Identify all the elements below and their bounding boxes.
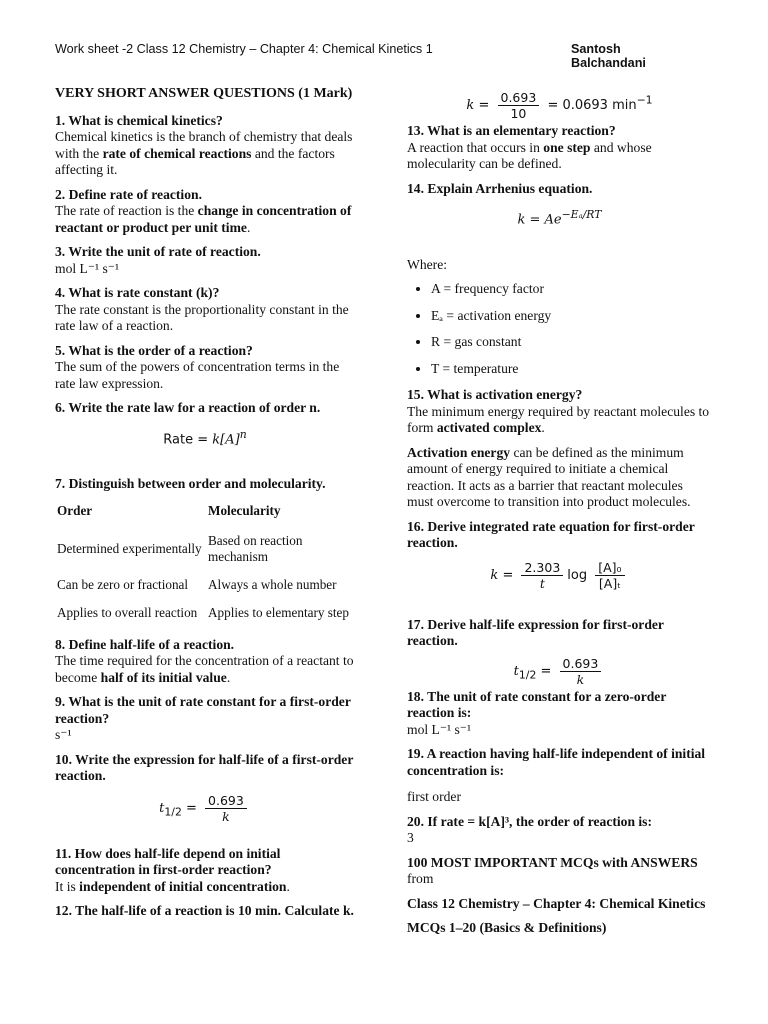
table-row xyxy=(55,577,355,605)
table-cell: Based on reaction mechanism xyxy=(208,532,303,564)
list-item: • A = frequency factor xyxy=(431,281,712,298)
question-13: 13. What is an elementary reaction? xyxy=(407,123,616,138)
question-17: 17. Derive half-life expression for first-order reaction. xyxy=(407,616,664,649)
question-5: 5. What is the order of a reaction? xyxy=(55,342,253,358)
answer-8: The time required for the concentration of a reactant to become half of its initial value. xyxy=(55,653,354,685)
question-18: 18. The unit of rate constant for a zero-order reaction is: xyxy=(407,688,667,721)
left-column xyxy=(55,86,355,920)
table-cell: Applies to elementary step xyxy=(208,604,349,620)
header-author: Santosh Balchandani xyxy=(571,42,646,70)
table-header: Order xyxy=(57,502,93,518)
question-6: 6. Write the rate law for a reaction of order n. xyxy=(55,400,321,415)
question-14: 14. Explain Arrhenius equation. xyxy=(407,180,593,196)
rate-constant-calc-formula: k = $\frac{0.693}{10}$ = 0.0693 $\min^{-1}$ xyxy=(466,90,653,121)
answer-4: The rate constant is the proportionality constant in the rate law of a reaction. xyxy=(55,301,349,333)
question-7: 7. Distinguish between order and molecularity. xyxy=(55,476,326,492)
question-16: 16. Derive integrated rate equation for first-order reaction. xyxy=(407,518,695,551)
answer-9: s⁻¹ xyxy=(55,727,72,743)
mcq-chapter: Class 12 Chemistry – Chapter 4: Chemical Kinetics xyxy=(407,895,706,911)
question-12: 12. The half-life of a reaction is 10 min. Calculate k. xyxy=(55,903,354,919)
table-cell: Applies to overall reaction xyxy=(57,604,198,620)
question-11: 11. How does half-life depend on initial concentration in first-order reaction? xyxy=(55,845,281,878)
table-cell: Can be zero or fractional xyxy=(57,576,189,592)
table-cell: Always a whole number xyxy=(208,576,337,592)
answer-20: 3 xyxy=(407,830,414,846)
answer-19: first order xyxy=(407,789,461,805)
right-column xyxy=(407,90,712,937)
mcq-heading: 100 MOST IMPORTANT MCQs with ANSWERS xyxy=(407,854,698,870)
list-item: • T = temperature xyxy=(431,361,712,378)
mcq-from: from xyxy=(407,871,434,887)
mcq-range: MCQs 1–20 (Basics & Definitions) xyxy=(407,920,607,936)
answer-3: mol L⁻¹ s⁻¹ xyxy=(55,260,120,276)
question-4: 4. What is rate constant (k)? xyxy=(55,285,220,300)
question-10: 10. Write the expression for half-life of a first-order reaction. xyxy=(55,751,354,784)
order-molecularity-table xyxy=(55,503,355,633)
list-item: • Eₐ = activation energy xyxy=(431,308,712,325)
question-19: 19. A reaction having half-life independent of initial concentration is: xyxy=(407,746,706,778)
answer-5: The sum of the powers of concentration terms in the rate law expression. xyxy=(55,359,340,391)
answer-2: The rate of reaction is the change in concentration of reactant or product per unit time. xyxy=(55,203,352,235)
question-15: 15. What is activation energy? xyxy=(407,387,583,403)
where-label: Where: xyxy=(407,256,447,272)
question-2: 2. Define rate of reaction. xyxy=(55,186,202,202)
arrhenius-formula: $k = Ae^{-E_a/RT}$ xyxy=(517,208,602,228)
table-header: Molecularity xyxy=(208,502,281,518)
table-row xyxy=(55,605,355,633)
question-3: 3. Write the unit of rate of reaction. xyxy=(55,244,261,259)
question-1: 1. What is chemical kinetics? xyxy=(55,112,223,128)
table-header-row xyxy=(55,503,355,533)
table-row xyxy=(55,533,355,577)
rate-law-formula: Rate = $k[A]^n$ xyxy=(163,427,247,447)
table-cell: Determined experimentally xyxy=(57,540,202,556)
answer-11: It is independent of initial concentration. xyxy=(55,878,290,894)
answer-13: A reaction that occurs in one step and whose molecularity can be defined. xyxy=(407,139,652,171)
page-header xyxy=(55,42,695,70)
list-item: • R = gas constant xyxy=(431,334,712,351)
answer-15-detail: Activation energy can be defined as the minimum amount of energy required to initiate a chemical reaction. It acts as a barrier that reactant molecules must overcome to transition into product molecules. xyxy=(407,444,691,510)
arrhenius-terms-list xyxy=(407,281,712,377)
half-life-formula: $t_{1/2}$ = $\frac{0.693}{k}$ xyxy=(55,793,355,824)
question-9: 9. What is the unit of rate constant for a first-order reaction? xyxy=(55,694,351,726)
answer-15: The minimum energy required by reactant molecules to form activated complex. xyxy=(407,403,710,436)
half-life-derivation-formula: $t_{1/2}$ = $\frac{0.693}{k}$ xyxy=(407,656,712,687)
section-title: VERY SHORT ANSWER QUESTIONS (1 Mark) xyxy=(55,86,353,101)
question-20: 20. If rate = k[A]³, the order of reaction is: xyxy=(407,813,652,829)
answer-18: mol L⁻¹ s⁻¹ xyxy=(407,721,472,737)
header-title: Work sheet -2 Class 12 Chemistry – Chapter 4: Chemical Kinetics 1 xyxy=(55,42,433,56)
integrated-rate-formula: k = $\frac{2.303}{t}$ log $\frac{\text{[A]₀}}{\text{[A]ₜ}}$ xyxy=(407,560,712,591)
answer-1: Chemical kinetics is the branch of chemistry that deals with the rate of chemical reactions and the factors affecting it. xyxy=(55,129,353,177)
question-8: 8. Define half-life of a reaction. xyxy=(55,636,235,652)
